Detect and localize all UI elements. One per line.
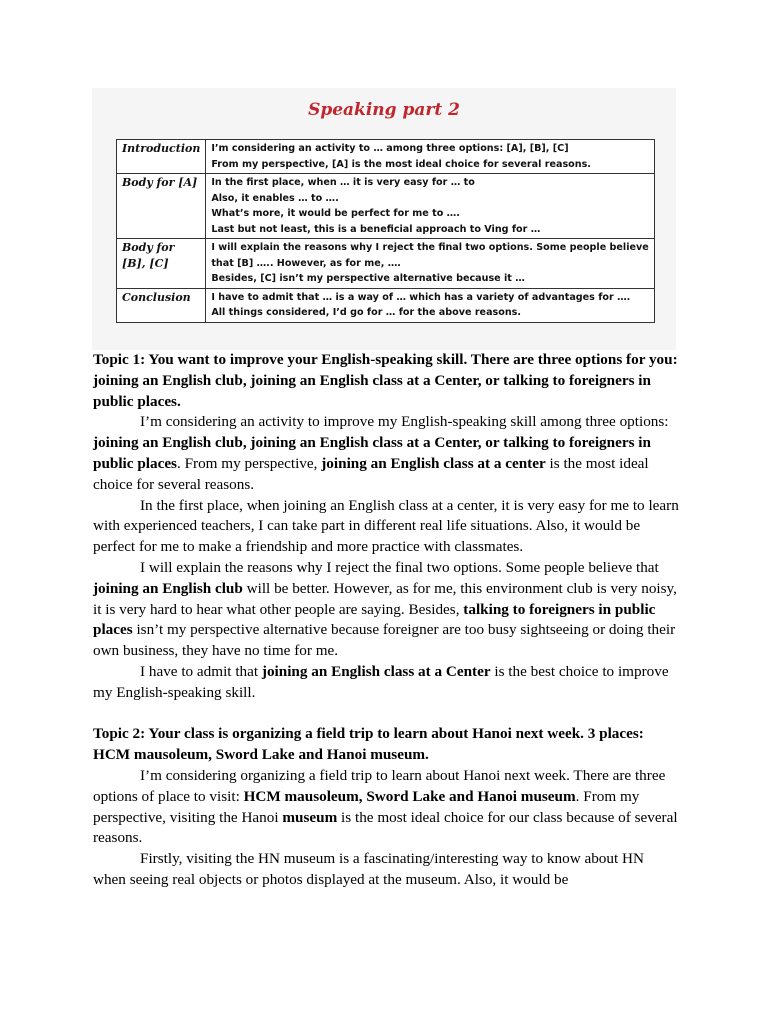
row-content [206,140,654,174]
row-line: I have to admit that … is a way of … which has a variety of advantages for …. [211,291,631,303]
row-line: I’m considering an activity to … among three options: [A], [B], [C] [211,143,569,154]
row-content [206,174,654,239]
topic-2-paragraph: I’m considering organizing a field trip to learn about Hanoi next week. There are three options of place to visit: HCM mausoleum, Sword Lake and Hanoi museum. From my perspective, visiting the Hanoi museum is the most ideal choice for our class because of several reasons. [93,766,678,847]
row-content [206,239,654,289]
row-label: Introduction [117,140,206,174]
paragraph-spacer [93,704,679,725]
template-row [117,140,655,174]
row-label: Body for [A] [117,174,206,239]
row-line: Besides, [C] isn’t my perspective alternative because it … [211,273,525,284]
row-line: All things considered, I’d go for … for the above reasons. [211,307,522,318]
row-line: I will explain the reasons why I reject the final two options. Some people believe [211,242,649,253]
row-content [206,288,654,322]
topic-1-heading: Topic 1: You want to improve your English-speaking skill. There are three options for you: joining an English club, joining an English class at a Center, or talking to foreigners in public places. [93,351,678,410]
row-line: that [B] ….. However, as for me, …. [211,257,401,269]
template-row [117,174,655,239]
template-row [117,239,655,289]
topic-1-paragraph: I’m considering an activity to improve my English-speaking skill among three options: joining an English club, joining an English class at a Center, or talking to foreigners in public places. From my perspective, joining an English class at a center is the most ideal choice for several reasons. [93,413,669,493]
template-title: Speaking part 2 [308,100,460,120]
template-row [117,288,655,322]
row-line: Last but not least, this is a beneficial approach to Ving for … [211,223,541,235]
template-table [116,139,655,323]
row-line: What’s more, it would be perfect for me to …. [211,208,460,219]
row-line: Also, it enables … to …. [211,192,339,204]
row-line: In the first place, when … it is very easy for … to [211,177,475,188]
topic-1-paragraph: I will explain the reasons why I reject the final two options. Some people believe that joining an English club will be better. However, as for me, this environment club is very noisy, it is very hard to hear what other people are saying. Besides, talking to foreigners in public places isn’t my perspective alternative because foreigner are too busy sightseeing or doing their own business, they have no time for me. [93,558,677,660]
topic-1-paragraph: I have to admit that joining an English class at a Center is the best choice to improve my English-speaking skill. [93,662,669,701]
row-line: From my perspective, [A] is the most ideal choice for several reasons. [211,158,591,170]
topic-2-paragraph: Firstly, visiting the HN museum is a fascinating/interesting way to know about HN when seeing real objects or photos displayed at the museum. Also, it would be [93,850,644,888]
topic-1-paragraph: In the first place, when joining an English class at a center, it is very easy for me to learn with experienced teachers, I can take part in different real life situations. Also, it would be perfect for me to make a friendship and more practice with classmates. [93,496,679,556]
topic-2-heading: Topic 2: Your class is organizing a field trip to learn about Hanoi next week. 3 places: HCM mausoleum, Sword Lake and Hanoi museum. [93,725,644,764]
row-label: Body for [B], [C] [117,239,206,289]
row-label: Conclusion [117,288,206,322]
speaking-template-image [92,88,676,350]
document-body [93,350,679,891]
